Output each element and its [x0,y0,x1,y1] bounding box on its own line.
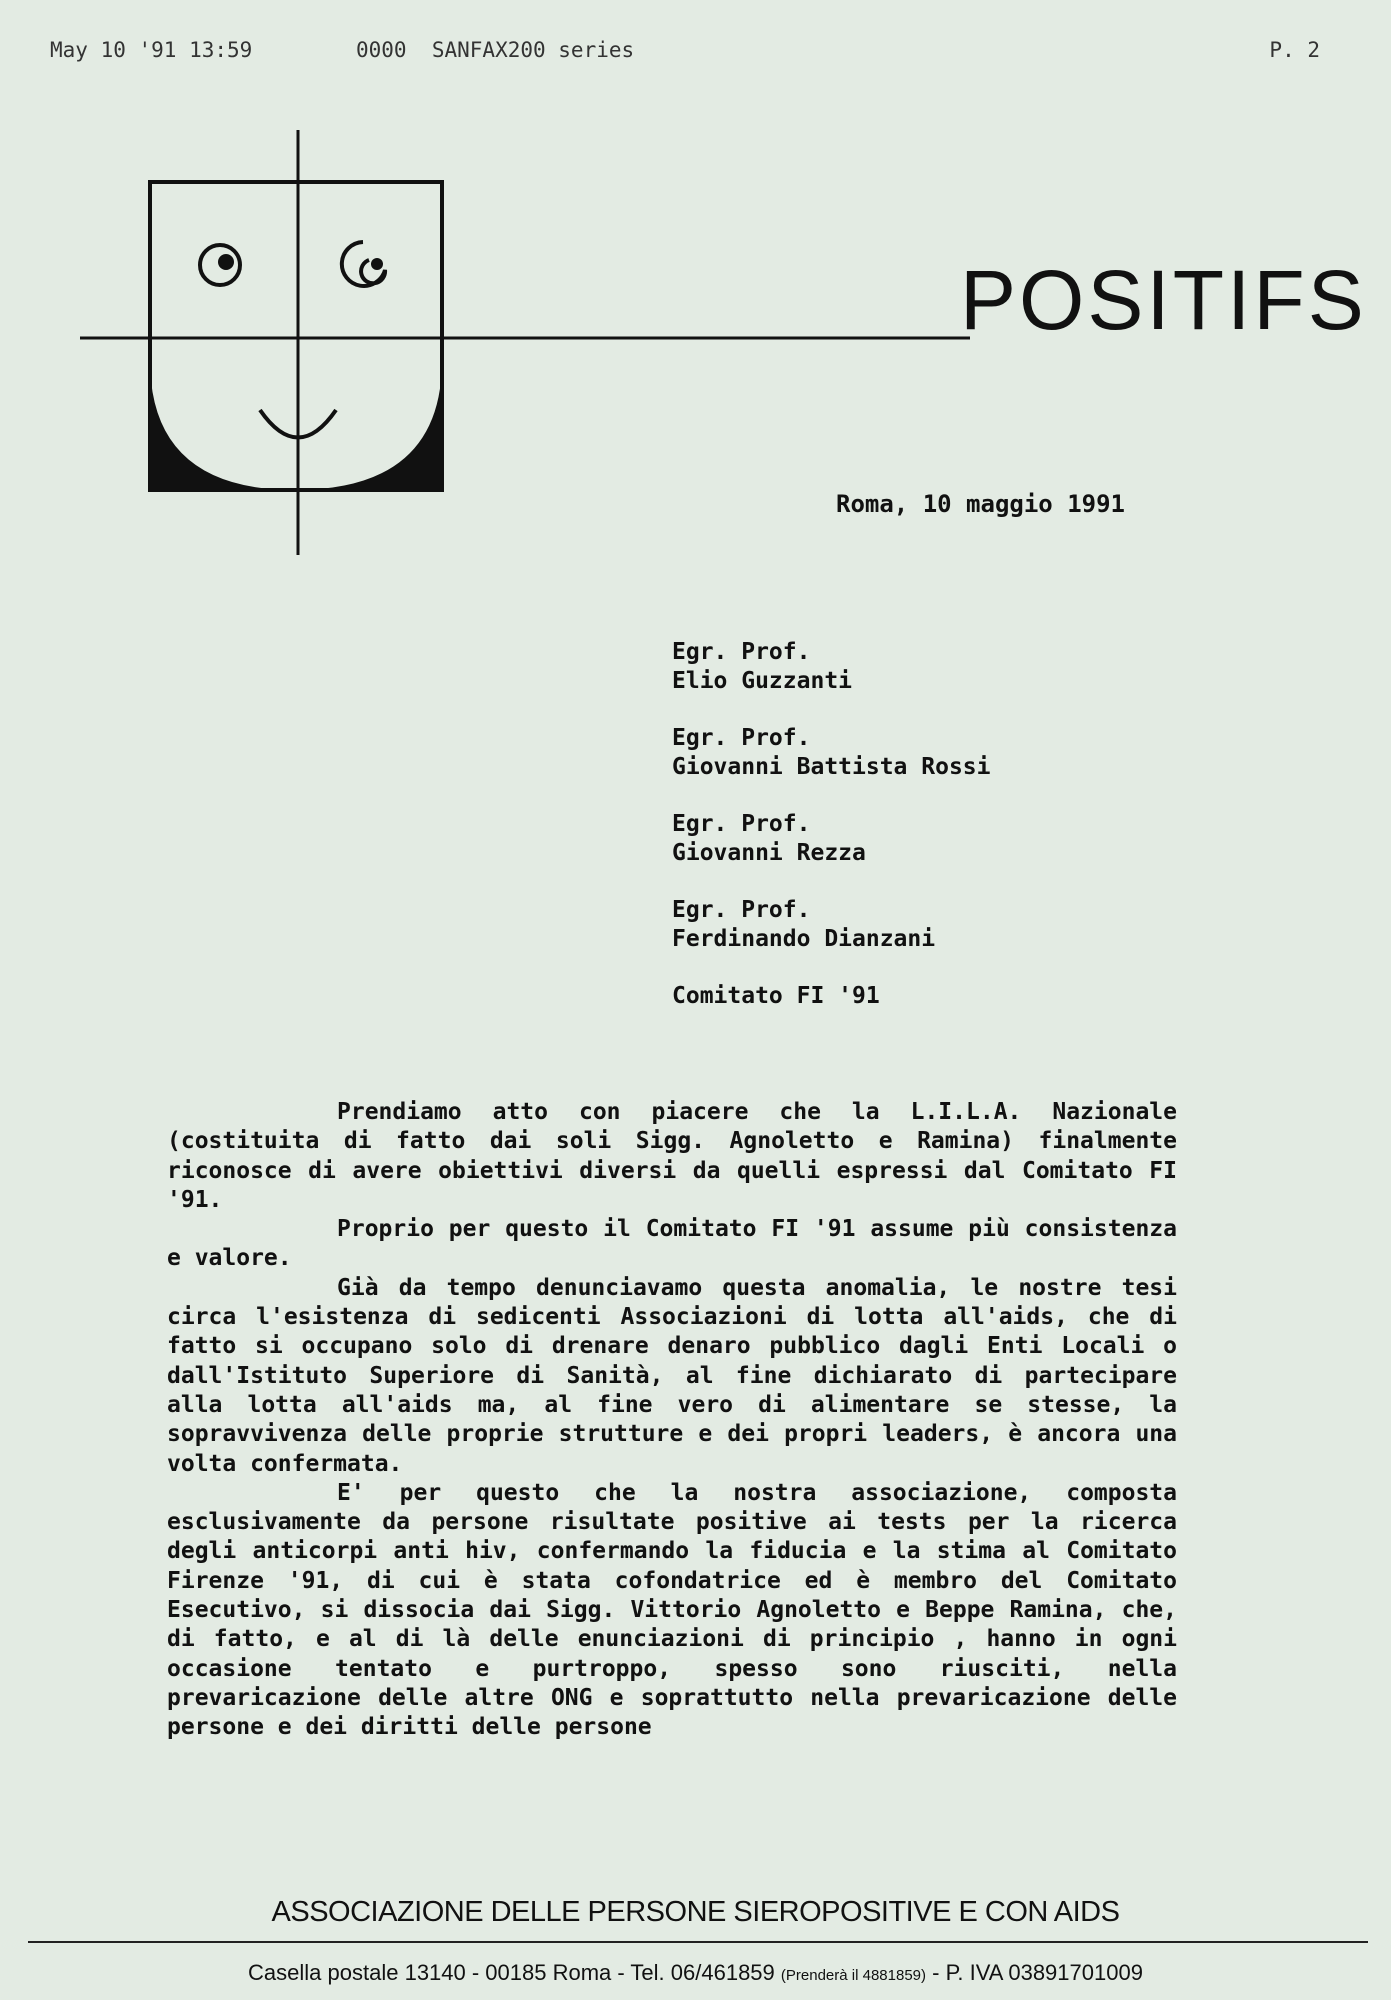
footer-divider [28,1941,1368,1943]
body-paragraph: Proprio per questo il Comitato FI '91 assume più consistenza e valore. [167,1216,1177,1272]
footer-phone-note: (Prenderà il 4881859) [780,1967,926,1984]
committee-line: Comitato FI '91 [672,983,880,1009]
recipient-title: Egr. Prof. [672,897,811,923]
recipient [672,724,1172,782]
footer-address: Casella postale 13140 - 00185 Roma - Tel. 06/461859 [248,1960,775,1985]
recipient-name: Giovanni Battista Rossi [672,754,991,780]
footer-vat: - P. IVA 03891701009 [932,1960,1143,1985]
recipient-title: Egr. Prof. [672,811,811,837]
letter-body [167,1098,1177,1743]
recipient-title: Egr. Prof. [672,639,811,665]
recipient [672,896,1172,954]
body-paragraph: Già da tempo denunciavamo questa anomalia, le nostre tesi circa l'esistenza di sedicenti Associazioni di lotta all'aids, che di fatto si occupano solo di drenare denaro pubblico dagli Enti Locali o dall'Istituto Superiore di Sanità, al fine dichiarato di partecipare alla lotta all'aids ma, al fine vero di alimentare se stesse, la sopravvivenza delle proprie strutture e dei propri leaders, è ancora una volta confermata. [167,1274,1177,1477]
fax-header [50,38,1320,68]
fax-page-number: P. 2 [1269,38,1320,62]
fax-device-id: 0000 SANFAX200 series [356,38,635,62]
body-paragraph: E' per questo che la nostra associazione, composta esclusivamente da persone risultate positive ai tests per la ricerca degli anticorpi anti hiv, confermando la fiducia e la stima al Comitato Firenze '91, di cui è stata cofondatrice ed è membro del Comitato Esecutivo, si dissocia dai Sigg. Vittorio Agnoletto e Beppe Ramina, che, di fatto, e al di là delle enunciazioni di principio , hanno in ogni occasione tentato e purtroppo, spesso sono riusciti, nella prevaricazione delle altre ONG e soprattutto nella prevaricazione delle persone e dei diritti delle persone [167,1479,1177,1741]
recipient-list [672,638,1172,1011]
recipient [672,810,1172,868]
recipient-name: Elio Guzzanti [672,668,853,694]
recipient [672,638,1172,696]
footer-contact [0,1960,1391,1986]
letter-date: Roma, 10 maggio 1991 [836,490,1125,518]
brand-name: POSITIFS [960,253,1367,347]
recipient-title: Egr. Prof. [672,725,811,751]
recipient-name: Giovanni Rezza [672,840,866,866]
footer-organization: ASSOCIAZIONE DELLE PERSONE SIEROPOSITIVE E CON AIDS [271,1896,1120,1928]
body-paragraph: Prendiamo atto con piacere che la L.I.L.A. Nazionale (costituita di fatto dai soli Sigg. Agnoletto e Ramina) finalmente riconosce di avere obiettivi diversi da quelli espressi dal Comitato FI '91. [167,1099,1177,1213]
recipient-name: Ferdinando Dianzani [672,926,936,952]
fax-timestamp: May 10 '91 13:59 [50,38,253,62]
